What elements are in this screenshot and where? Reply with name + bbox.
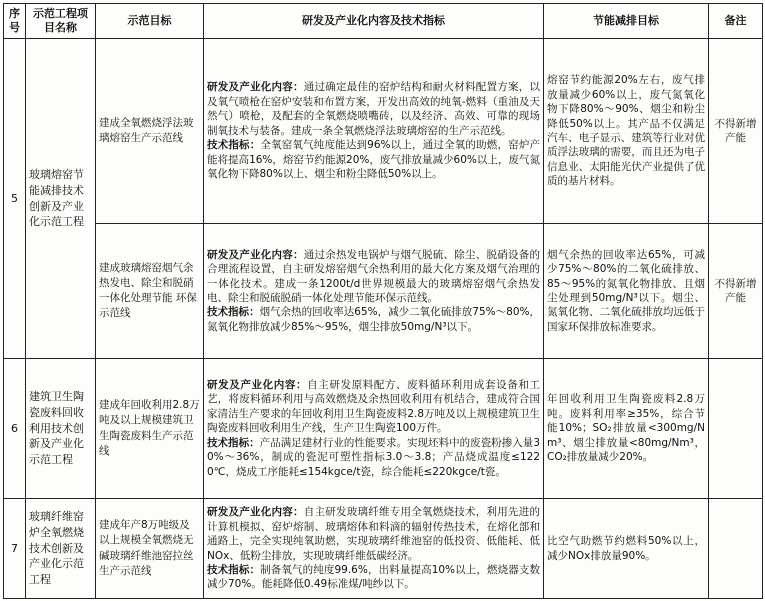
tech-text: 产品满足建材行业的性能要求。实现坯料中的废瓷粉掺入量30%～36%，制成的瓷泥可塑性指标3.0～3.8；产品烧成温度≤1220℃，烧成工序能耗≤154kgce/t瓷，综合能耗≤220kgce/t瓷。	[207, 436, 541, 478]
energy-target: 熔窑节约能源20%左右，废气排放量减少60%以上，废气氮氧化物下降80%～90%、烟尘和粉尘降低50%以上。其产品不仅满足汽车、电子显示、建筑等行业对优质浮法玻璃的需要，而且还为电子信息业、太阳能光伏产业提供了优质的基片材料。	[544, 39, 709, 224]
table-row	[4, 224, 763, 359]
demo-target: 建成年产8万吨级及以上规模全氧燃烧无碱玻璃纤维池窑拉丝生产示范线	[96, 499, 204, 599]
header-energy: 节能减排目标	[544, 4, 709, 39]
table-row	[4, 499, 763, 599]
note-cell: 不得新增产能	[709, 224, 763, 359]
demonstration-projects-table	[3, 3, 763, 599]
table-header-row	[4, 4, 763, 39]
energy-target: 年回收利用卫生陶瓷废料2.8万吨。废料利用率≥35%，综合节能10%；SO₂排放量<300mg/Nm³、烟尘排放量<80mg/Nm³，CO₂排放量减少20%。	[544, 359, 709, 499]
tech-text: 烟气余热的回收率达65%，减少二氧化硫排放75%～80%，氮氧化物排放减少85%～95%，烟尘排放50mg/N³以下。	[207, 306, 541, 333]
tech-text: 全氧窑氧气纯度能达到96%以上，通过全氧的助燃，窑炉产能将提高16%，熔窑节约能源20%，废气排放量减少60%以上，废气氮氧化物下降80%以上、烟尘和粉尘降低50%以上。	[207, 139, 540, 181]
rd-content-cell	[204, 224, 544, 359]
rd-text: 通过余热发电锅炉与烟气脱硫、除尘、脱硝设备的合理流程设置，自主研发熔窑烟气余热利用的最大化方案及烟气治理的一体化技术。建成一条1200t/d世界规模最大的玻璃熔窑烟气余热发电、除尘和脱硫脱硝一体化处理节能环保示范线。	[207, 248, 540, 304]
row-number: 5	[4, 39, 26, 359]
demo-target: 建成年回收利用2.8万吨及以上规模建筑卫生陶瓷废料生产示范线	[96, 359, 204, 499]
note-cell	[709, 359, 763, 499]
energy-target: 比空气助燃节约燃料50%以上，减少NOx排放量90%。	[544, 499, 709, 599]
header-content: 研发及产业化内容及技术指标	[204, 4, 544, 39]
note-cell: 不得新增产能	[709, 39, 763, 224]
tech-label: 技术指标：	[207, 436, 260, 449]
tech-label: 技术指标：	[207, 139, 261, 152]
rd-label: 研发及产业化内容：	[207, 248, 304, 261]
rd-label: 研发及产业化内容：	[207, 378, 308, 391]
note-cell	[709, 499, 763, 599]
project-name: 玻璃熔窑节能减排技术创新及产业化示范工程	[26, 39, 96, 359]
rd-text: 自主研发原料配方、废料循环利用成套设备和工艺，将废料循环利用与高效燃烧及余热回收利用有机结合，建成符合国家清洁生产要求的年回收利用卫生陶瓷废料2.8万吨及以上规模建筑卫生陶瓷废料回收利用生产线，生产卫生陶瓷100万件。	[207, 378, 541, 435]
rd-content-cell	[204, 359, 544, 499]
rd-content-cell	[204, 39, 544, 224]
rd-text: 通过确定最佳的窑炉结构和耐火材料配置方案，以及氧气喷枪在窑炉安装和布置方案，开发出高效的纯氧-燃料（重油及天然气）喷枪，及配套的全氧燃烧喷嘴砖，以及经济、高效、可靠的现场制氧技术与装备。建成一条全氧燃烧浮法玻璃熔窑的生产示范线。	[207, 81, 540, 137]
table-row	[4, 359, 763, 499]
energy-target: 烟气余热的回收率达65%，可减少75%～80%的二氧化硫排放、85～95%的氮氧化物排放、且烟尘处理到50mg/N³以下。烟尘、氮氧化物、二氧化硫排放均远低于国家环保排放标准要求。	[544, 224, 709, 359]
header-project: 示范工程项目名称	[26, 4, 96, 39]
tech-label: 技术指标：	[207, 563, 261, 576]
row-number: 7	[4, 499, 26, 599]
rd-label: 研发及产业化内容：	[207, 81, 304, 94]
tech-text: 制备氧气的纯度99.6%，出料量提高10%以上，燃烧器支数减少70%。能耗降低0.49标准煤/吨纱以下。	[207, 563, 541, 591]
table-row	[4, 39, 763, 224]
rd-text: 自主研发玻璃纤维专用全氧燃烧技术，利用先进的计算机模拟、窑炉熔制、玻璃熔体和料滴的辐射传热技术，在熔化部和通路上，完全实现纯氧助燃，实现玻璃纤维池窑的低投资、低能耗、低NOx、低粉尘排放，实现玻璃纤维低碳经济。	[207, 506, 540, 562]
project-name: 建筑卫生陶瓷废料回收利用技术创新及产业化示范工程	[26, 359, 96, 499]
header-target: 示范目标	[96, 4, 204, 39]
project-name: 玻璃纤维窑炉全氧燃烧技术创新及产业化示范工程	[26, 499, 96, 599]
tech-label: 技术指标：	[207, 306, 260, 319]
row-number: 6	[4, 359, 26, 499]
header-num: 序号	[4, 4, 26, 39]
rd-label: 研发及产业化内容：	[207, 506, 304, 519]
demo-target: 建成玻璃熔窑烟气余热发电、除尘和脱硝一体化处理节能 环保示范线	[96, 224, 204, 359]
rd-content-cell	[204, 499, 544, 599]
header-note: 备注	[709, 4, 763, 39]
demo-target: 建成全氧燃烧浮法玻璃熔窑生产示范线	[96, 39, 204, 224]
